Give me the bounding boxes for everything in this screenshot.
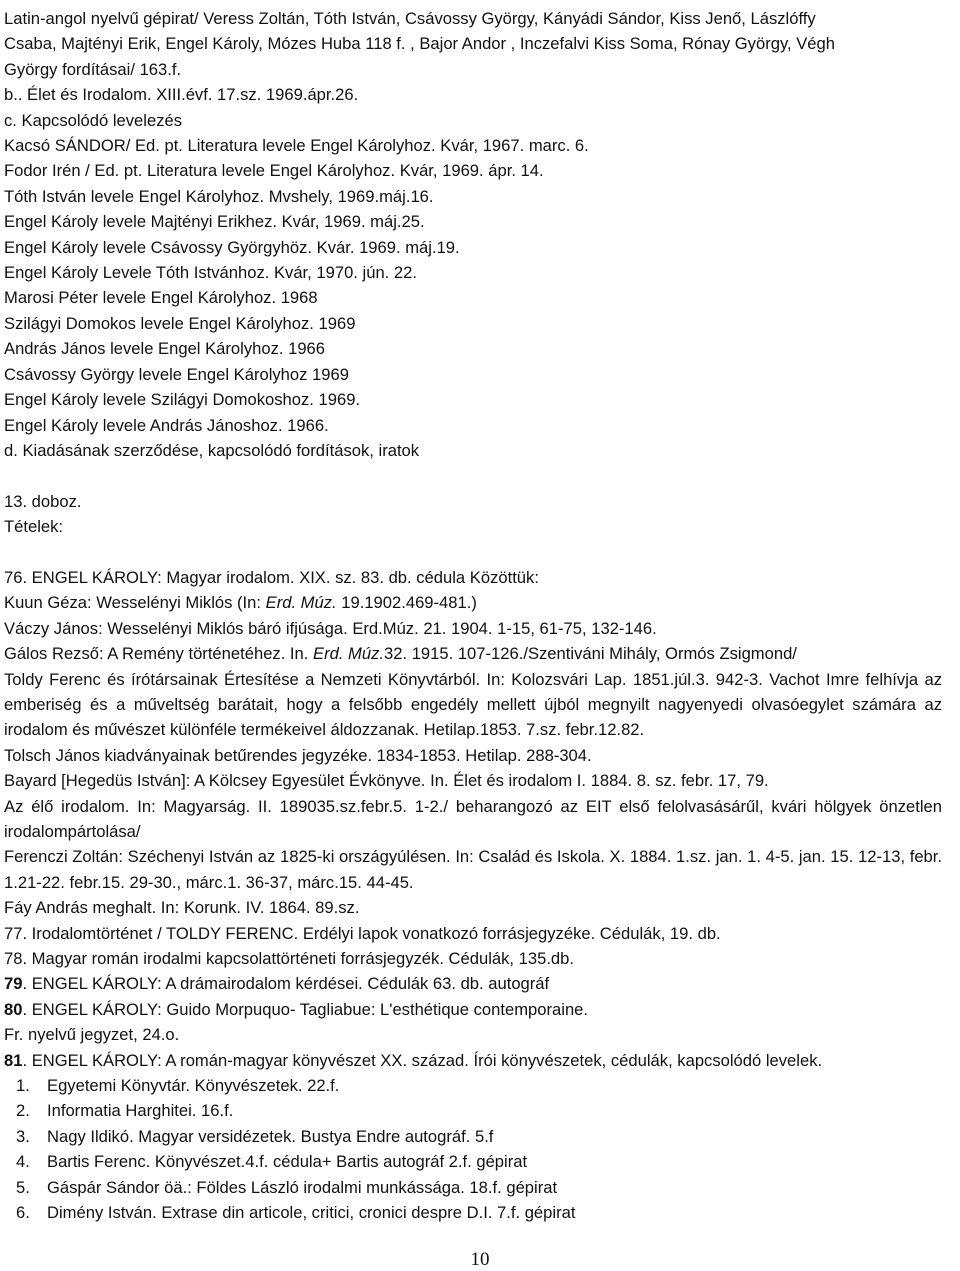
letter-entry: Szilágyi Domokos levele Engel Károlyhoz. 1969 xyxy=(4,313,356,333)
list-item: 2. Informatia Harghitei. 16.f. xyxy=(16,1101,234,1121)
letter-entry: Tóth István levele Engel Károlyhoz. Mvshely, 1969.máj.16. xyxy=(4,186,434,206)
journal-title: Erd. Múz. xyxy=(265,593,337,613)
bibliography-line: Tolsch János kiadványainak betűrendes jegyzéke. 1834-1853. Hetilap. 288-304. xyxy=(4,745,592,765)
letter-entry: Engel Károly levele Csávossy Györgyhöz. Kvár. 1969. máj.19. xyxy=(4,237,460,257)
letter-entry: Engel Károly levele Majtényi Erikhez. Kvár, 1969. máj.25. xyxy=(4,212,425,232)
list-item: 3. Nagy Ildikó. Magyar versidézetek. Bustya Endre autográf. 5.f xyxy=(16,1126,494,1146)
section-heading: c. Kapcsolódó levelezés xyxy=(4,110,183,130)
entry-78: 78. Magyar román irodalmi kapcsolattörténeti forrásjegyzék. Cédulák, 135.db. xyxy=(4,949,575,968)
entry-76-title: 76. ENGEL KÁROLY: Magyar irodalom. XIX. sz. 83. db. cédula Közöttük: xyxy=(4,567,539,587)
entry-number: 80 xyxy=(4,999,23,1019)
letter-entry: Engel Károly levele András Jánoshoz. 1966. xyxy=(4,415,329,435)
entry-79: 79. ENGEL KÁROLY: A drámairodalom kérdései. Cédulák 63. db. autográf xyxy=(4,974,550,994)
entry-81-list xyxy=(4,1073,942,1225)
entry-80: 80. ENGEL KÁROLY: Guido Morpuquo- Tagliabue: L'esthétique contemporaine. xyxy=(4,999,589,1019)
header-line: Latin-angol nyelvű gépirat/ Veress Zoltán, Tóth István, Csávossy György, Kányádi Sándor, Kiss Jenő, Lászlóffy xyxy=(4,9,816,28)
entry-81: 81. ENGEL KÁROLY: A román-magyar könyvészet XX. század. Írói könyvészetek, cédulák, kapcsolódó levelek. xyxy=(4,1050,823,1070)
entry-80-note: Fr. nyelvű jegyzet, 24.o. xyxy=(4,1025,180,1045)
entry-77: 77. Irodalomtörténet / TOLDY FERENC. Erdélyi lapok vonatkozó forrásjegyzéke. Cédulák, 19. db. xyxy=(4,923,721,943)
bibliography-line: Gálos Rezső: A Remény történetéhez. In. Erd. Múz.32. 1915. 107-126./Szentiváni Mihály, Ormós Zsigmond/ xyxy=(4,644,797,664)
list-item: 4. Bartis Ferenc. Könyvészet.4.f. cédula+ Bartis autográf 2.f. gépirat xyxy=(16,1152,528,1172)
bibliography-line: Váczy János: Wesselényi Miklós báró ifjúsága. Erd.Múz. 21. 1904. 1-15, 61-75, 132-146. xyxy=(4,618,657,638)
letter-entry: András János levele Engel Károlyhoz. 1966 xyxy=(4,339,326,359)
journal-title: Erd. Múz. xyxy=(313,644,385,664)
spacer xyxy=(4,463,942,488)
spacer xyxy=(4,540,942,565)
header-line: György fordításai/ 163.f. xyxy=(4,59,182,79)
letter-entry: Kacsó SÁNDOR/ Ed. pt. Literatura levele Engel Károlyhoz. Kvár, 1967. marc. 6. xyxy=(4,136,589,156)
letter-entry: Csávossy György levele Engel Károlyhoz 1969 xyxy=(4,364,349,384)
header-line: b.. Élet és Irodalom. XIII.évf. 17.sz. 1969.ápr.26. xyxy=(4,85,359,105)
section-heading: d. Kiadásának szerződése, kapcsolódó fordítások, iratok xyxy=(4,440,420,460)
page-number: 10 xyxy=(470,1249,490,1270)
bibliography-line: Fáy András meghalt. In: Korunk. IV. 1864. 89.sz. xyxy=(4,898,360,918)
list-item: 5. Gáspár Sándor öä.: Földes László irodalmi munkássága. 18.f. gépirat xyxy=(16,1177,558,1197)
list-item: 6. Dimény István. Extrase din articole, critici, cronici despre D.I. 7.f. gépirat xyxy=(16,1203,576,1223)
bibliography-paragraph: Ferenczi Zoltán: Széchenyi István az 1825-ki országyúlésen. In: Család és Iskola. X. 1884. 1.sz. jan. 1. 4-5. jan. 15. 12-13, febr. 1.21-22. febr.15. 29-30., márc.1. 36-37, márc.15. 44-45. xyxy=(4,847,942,892)
letter-entry: Fodor Irén / Ed. pt. Literatura levele Engel Károlyhoz. Kvár, 1969. ápr. 14. xyxy=(4,161,544,181)
letter-entry: Engel Károly Levele Tóth Istvánhoz. Kvár, 1970. jún. 22. xyxy=(4,263,417,283)
box-title: 13. doboz. xyxy=(4,491,82,511)
bibliography-paragraph: Az élő irodalom. In: Magyarság. II. 189035.sz.febr.5. 1-2./ beharangozó az EIT első felolvasásárűl, kvári hölgyek önzetlen irodalompártolása/ xyxy=(4,796,942,841)
items-label: Tételek: xyxy=(4,517,64,537)
entry-number: 79 xyxy=(4,974,23,994)
letter-entry: Engel Károly levele Szilágyi Domokoshoz. 1969. xyxy=(4,390,361,410)
document-page xyxy=(4,6,942,1225)
list-item: 1. Egyetemi Könyvtár. Könyvészetek. 22.f. xyxy=(16,1076,340,1096)
letter-entry: Marosi Péter levele Engel Károlyhoz. 1968 xyxy=(4,288,318,308)
entry-number: 81 xyxy=(4,1050,23,1070)
bibliography-line: Bayard [Hegedüs István]: A Kölcsey Egyesület Évkönyve. In. Élet és irodalom I. 1884. 8. sz. febr. 17, 79. xyxy=(4,771,769,791)
header-line: Csaba, Majtényi Erik, Engel Károly, Mózes Huba 118 f. , Bajor Andor , Inczefalvi Kiss Soma, Rónay György, Végh xyxy=(4,34,835,54)
bibliography-line: Kuun Géza: Wesselényi Miklós (In: Erd. Múz. 19.1902.469-481.) xyxy=(4,593,477,613)
bibliography-paragraph: Toldy Ferenc és írótársainak Értesítése a Nemzeti Könyvtárból. In: Kolozsvári Lap. 1851.júl.3. 942-3. Vachot Imre felhívja az emberiség és a műveltség barátait, hogy a felsőbb engedély mellett újból megnyilt nagyenyedi olvasóegylet számára az irodalom és művészet különféle termékeivel áldozzanak. Hetilap.1853. 7.sz. febr.12.82. xyxy=(4,669,942,740)
